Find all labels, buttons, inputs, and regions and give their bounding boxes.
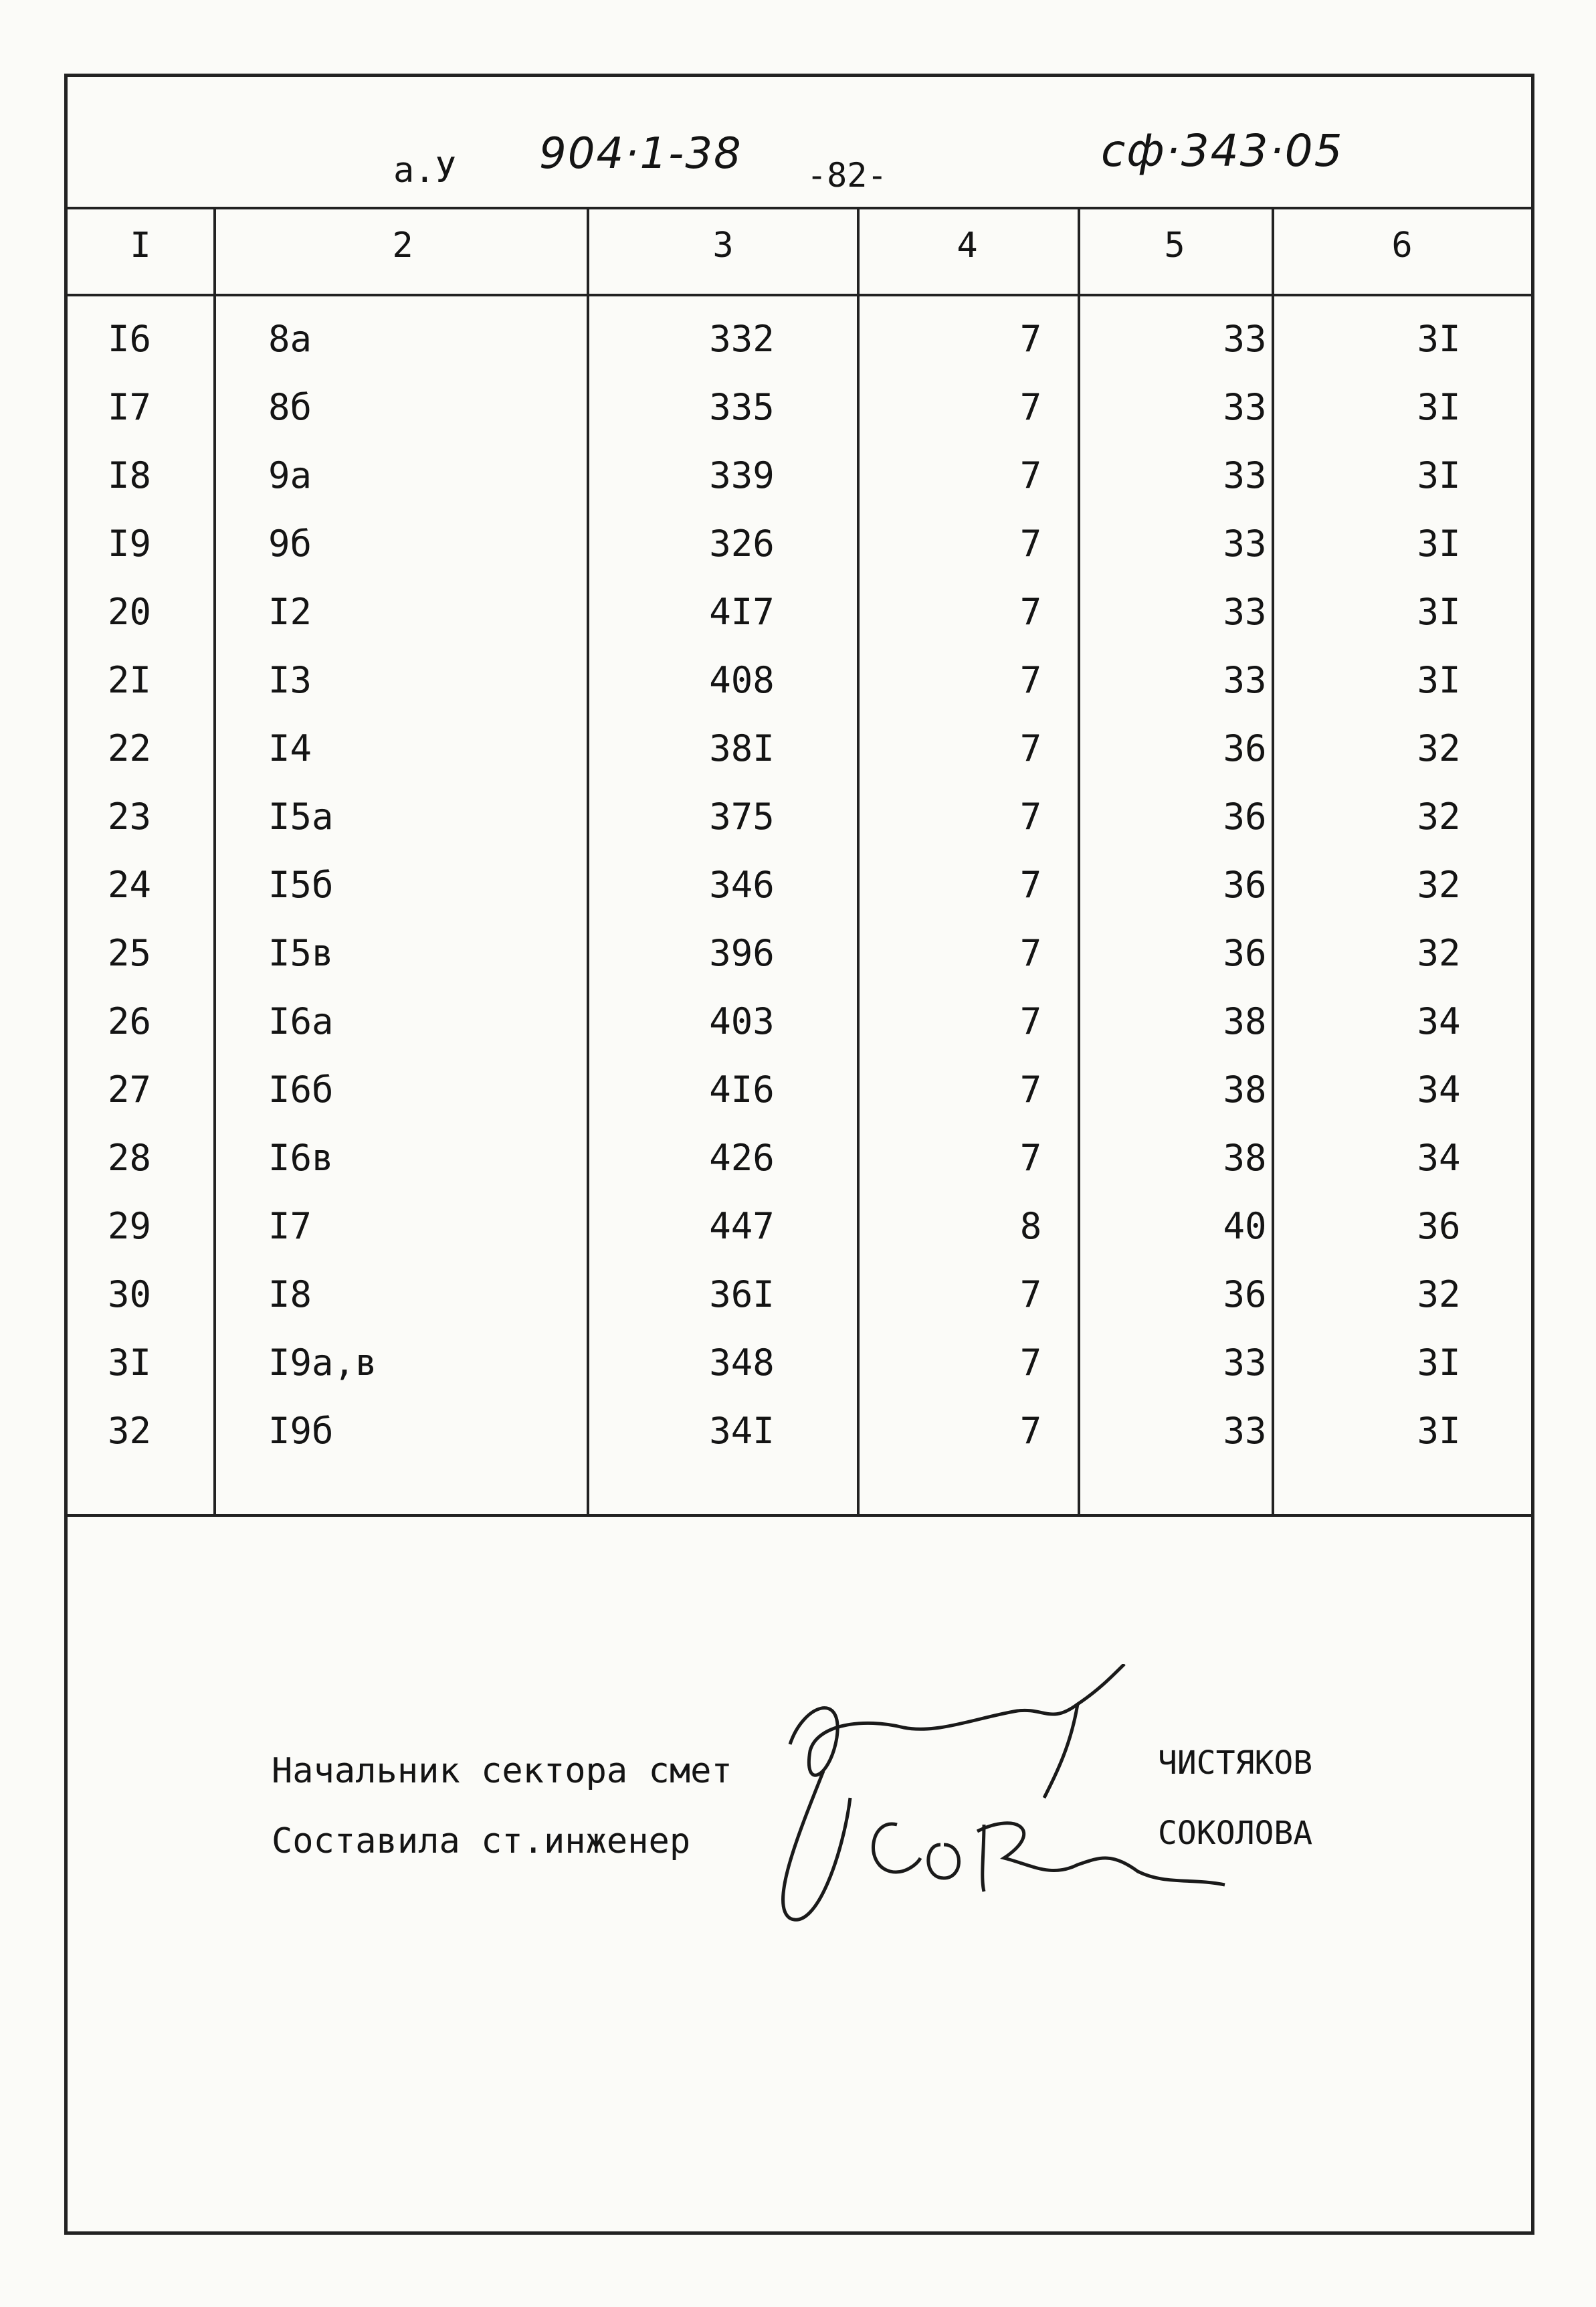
table-cell-col1: 22 [108,727,152,769]
table-cell-col2: I5а [268,796,334,838]
document-code: сф·343·05 [1101,125,1344,177]
table-cell-col3: 348 [709,1342,775,1384]
table-cell-col4: 7 [1019,727,1042,769]
column-header: 6 [1391,225,1413,266]
table-cell-col1: 30 [108,1273,152,1315]
sector-head-name: ЧИСТЯКОВ [1158,1744,1313,1782]
table-cell-col2: I4 [268,727,312,769]
table-cell-col4: 7 [1019,864,1042,906]
table-cell-col4: 7 [1019,932,1042,974]
column-header: 2 [392,225,413,266]
table-cell-col5: 33 [1223,523,1267,565]
document-frame [64,74,1534,2235]
table-cell-col1: I6 [108,318,152,360]
table-row [68,908,1531,976]
table-row [68,1113,1531,1181]
table-cell-col2: 8б [268,386,312,428]
table-cell-col4: 7 [1019,1137,1042,1179]
table-row [68,976,1531,1044]
column-header: 5 [1164,225,1185,266]
table-cell-col1: 23 [108,796,152,838]
table-cell-col3: 408 [709,659,775,701]
table-cell-col4: 7 [1019,796,1042,838]
table-cell-col3: 38I [709,727,775,769]
table-cell-col3: 403 [709,1000,775,1042]
table-cell-col1: 29 [108,1205,152,1247]
table-row [68,430,1531,498]
table-row [68,1181,1531,1249]
table-cell-col5: 36 [1223,864,1267,906]
table-cell-col3: 326 [709,523,775,565]
table-cell-col5: 36 [1223,727,1267,769]
table-cell-col6: 36 [1417,1205,1461,1247]
table-cell-col6: 34 [1417,1069,1461,1111]
data-table [68,207,1531,1517]
table-cell-col5: 36 [1223,932,1267,974]
column-header: I [130,225,151,266]
table-row [68,1386,1531,1454]
table-cell-col2: 9а [268,454,312,496]
table-row [68,362,1531,430]
table-cell-col1: I7 [108,386,152,428]
table-cell-col4: 8 [1019,1205,1042,1247]
table-row [68,294,1531,362]
table-cell-col6: 3I [1417,523,1461,565]
table-cell-col4: 7 [1019,523,1042,565]
table-cell-col6: 32 [1417,864,1461,906]
table-row [68,498,1531,567]
table-cell-col3: 335 [709,386,775,428]
page-number: -82- [807,156,888,195]
table-cell-col3: 332 [709,318,775,360]
signature-stroke [874,1824,920,1872]
table-row [68,771,1531,840]
table-cell-col6: 3I [1417,1410,1461,1452]
table-cell-col5: 38 [1223,1000,1267,1042]
handwritten-signatures [763,1664,1231,1945]
table-cell-col2: I6б [268,1069,334,1111]
table-row [68,840,1531,908]
table-cell-col4: 7 [1019,1000,1042,1042]
table-cell-col1: I8 [108,454,152,496]
table-cell-col2: I3 [268,659,312,701]
table-row [68,635,1531,703]
table-cell-col1: 3I [108,1342,152,1384]
table-cell-col4: 7 [1019,1273,1042,1315]
sector-head-title: Начальник сектора смет [272,1751,732,1791]
table-cell-col4: 7 [1019,1069,1042,1111]
table-cell-col5: 33 [1223,659,1267,701]
table-cell-col4: 7 [1019,591,1042,633]
table-cell-col5: 33 [1223,318,1267,360]
engineer-name: СОКОЛОВА [1158,1815,1313,1852]
table-cell-col3: 346 [709,864,775,906]
page-header [68,77,1531,209]
table-cell-col4: 7 [1019,1410,1042,1452]
table-cell-col3: 4I6 [709,1069,775,1111]
table-cell-col3: 375 [709,796,775,838]
table-cell-col5: 33 [1223,591,1267,633]
table-cell-col4: 7 [1019,318,1042,360]
table-cell-col2: I7 [268,1205,312,1247]
table-cell-col6: 3I [1417,1342,1461,1384]
table-row [68,1249,1531,1317]
au-label: а.У [393,151,456,191]
table-cell-col3: 36I [709,1273,775,1315]
table-row [68,1044,1531,1113]
table-cell-col3: 4I7 [709,591,775,633]
table-cell-col6: 3I [1417,386,1461,428]
table-body [68,294,1531,1517]
table-cell-col5: 36 [1223,796,1267,838]
table-cell-col5: 36 [1223,1273,1267,1315]
table-cell-col6: 32 [1417,932,1461,974]
project-code: 904·1-38 [539,129,742,179]
table-cell-col3: 447 [709,1205,775,1247]
table-cell-col6: 3I [1417,591,1461,633]
table-cell-col4: 7 [1019,386,1042,428]
table-cell-col6: 34 [1417,1137,1461,1179]
table-cell-col6: 32 [1417,1273,1461,1315]
table-cell-col1: 20 [108,591,152,633]
table-cell-col1: 26 [108,1000,152,1042]
table-cell-col4: 7 [1019,454,1042,496]
column-header: 4 [957,225,978,266]
signature-block [68,1517,1531,2233]
table-cell-col6: 34 [1417,1000,1461,1042]
table-cell-col2: I6в [268,1137,334,1179]
table-cell-col1: 32 [108,1410,152,1452]
table-cell-col1: I9 [108,523,152,565]
signature-stroke [1044,1704,1078,1798]
table-column-headers [68,207,1531,296]
table-cell-col5: 33 [1223,454,1267,496]
table-cell-col5: 38 [1223,1069,1267,1111]
table-cell-col6: 3I [1417,318,1461,360]
table-cell-col3: 396 [709,932,775,974]
table-cell-col1: 27 [108,1069,152,1111]
table-cell-col6: 3I [1417,454,1461,496]
engineer-title: Составила ст.инженер [272,1821,691,1861]
table-cell-col1: 28 [108,1137,152,1179]
table-cell-col2: I9б [268,1410,334,1452]
table-cell-col3: 339 [709,454,775,496]
table-row [68,1317,1531,1386]
table-cell-col2: 8а [268,318,312,360]
table-cell-col3: 426 [709,1137,775,1179]
signature-stroke [928,1845,959,1878]
table-cell-col6: 32 [1417,727,1461,769]
table-cell-col4: 7 [1019,1342,1042,1384]
table-cell-col2: I8 [268,1273,312,1315]
table-row [68,703,1531,771]
table-cell-col2: I6а [268,1000,334,1042]
table-cell-col2: 9б [268,523,312,565]
table-cell-col2: I5в [268,932,334,974]
table-cell-col2: I2 [268,591,312,633]
table-cell-col5: 33 [1223,1410,1267,1452]
table-cell-col5: 40 [1223,1205,1267,1247]
table-cell-col6: 32 [1417,796,1461,838]
table-cell-col5: 33 [1223,386,1267,428]
table-cell-col4: 7 [1019,659,1042,701]
column-header: 3 [712,225,734,266]
table-cell-col1: 2I [108,659,152,701]
table-cell-col5: 38 [1223,1137,1267,1179]
table-row [68,567,1531,635]
table-cell-col5: 33 [1223,1342,1267,1384]
table-cell-col6: 3I [1417,659,1461,701]
table-cell-col3: 34I [709,1410,775,1452]
table-cell-col1: 25 [108,932,152,974]
table-cell-col1: 24 [108,864,152,906]
signature-stroke [783,1771,850,1920]
table-cell-col2: I9а,в [268,1342,377,1384]
table-cell-col2: I5б [268,864,334,906]
